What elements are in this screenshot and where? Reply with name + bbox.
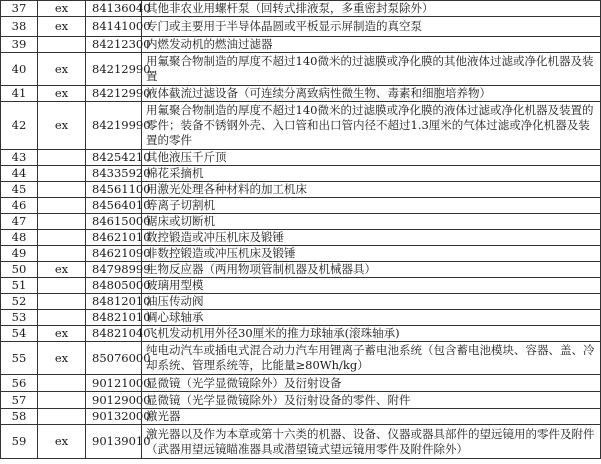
item-description: 其他非农业用螺杆泵（回转式排液泵，多重密封泵除外）	[142, 1, 601, 17]
item-description: 数控锻造或冲压机床及锻锤	[142, 230, 601, 246]
row-number: 52	[1, 294, 38, 310]
ex-marker: ex	[38, 326, 86, 342]
ex-marker	[38, 392, 86, 409]
table-row	[1, 230, 601, 246]
table-body	[1, 1, 601, 459]
table-row	[1, 425, 601, 459]
ex-marker: ex	[38, 17, 86, 37]
row-number: 53	[1, 310, 38, 326]
row-number: 48	[1, 230, 38, 246]
hs-code: 84821040	[86, 326, 142, 342]
hs-code: 85076000	[86, 342, 142, 375]
ex-marker	[38, 310, 86, 326]
hs-code: 90129000	[86, 392, 142, 409]
item-description: 纯电动汽车或插电式混合动力汽车用锂离子蓄电池系统（包含蓄电池模块、容器、盖、冷却系统、管理系统等，比能量≥80Wh/kg）	[142, 342, 601, 375]
row-number: 38	[1, 17, 38, 37]
table-row	[1, 342, 601, 375]
item-description: 用氟聚合物制造的厚度不超过140微米的过滤膜或净化膜的其他液体过滤或净化机器及装置	[142, 53, 601, 86]
table-row	[1, 86, 601, 102]
item-description: 液体截流过滤设备（可连续分离致病性微生物、毒素和细胞培养物）	[142, 86, 601, 102]
hs-code: 84812010	[86, 294, 142, 310]
table-row	[1, 37, 601, 53]
ex-marker	[38, 214, 86, 230]
table-row	[1, 246, 601, 262]
hs-code: 84212990	[86, 53, 142, 86]
item-description: 用氟聚合物制造的厚度不超过140微米的过滤膜或净化膜的液体过滤或净化机器及装置的零件；装备不锈钢外壳、入口管和出口管内径不超过1.3厘米的气体过滤或净化机器及装置的零件	[142, 102, 601, 150]
ex-marker	[38, 294, 86, 310]
item-description: 玻璃用型模	[142, 278, 601, 294]
item-description: 等离子切割机	[142, 198, 601, 214]
ex-marker	[38, 246, 86, 262]
table-row	[1, 294, 601, 310]
table-row	[1, 409, 601, 425]
hs-code: 84564010	[86, 198, 142, 214]
table-row	[1, 310, 601, 326]
hs-code: 90132000	[86, 409, 142, 425]
ex-marker: ex	[38, 86, 86, 102]
hs-code: 84798999	[86, 262, 142, 278]
table-row	[1, 182, 601, 198]
hs-code: 84219990	[86, 102, 142, 150]
row-number: 54	[1, 326, 38, 342]
hs-code: 90121000	[86, 375, 142, 392]
table-row	[1, 102, 601, 150]
ex-marker	[38, 198, 86, 214]
item-description: 非数控锻造或冲压机床及锻锤	[142, 246, 601, 262]
ex-marker	[38, 278, 86, 294]
row-number: 57	[1, 392, 38, 409]
hs-code: 84212990	[86, 86, 142, 102]
hs-code: 84254210	[86, 150, 142, 166]
ex-marker	[38, 166, 86, 182]
ex-marker	[38, 37, 86, 53]
item-description: 显微镜（光学显微镜除外）及衍射设备	[142, 375, 601, 392]
table-row	[1, 262, 601, 278]
ex-marker	[38, 150, 86, 166]
table-row	[1, 1, 601, 17]
item-description: 飞机发动机用外径30厘米的推力球轴承(滚珠轴承)	[142, 326, 601, 342]
row-number: 40	[1, 53, 38, 86]
hs-code: 84136040	[86, 1, 142, 17]
table-row	[1, 375, 601, 392]
item-description: 激光器以及作为本章或第十六类的机器、设备、仪器或器具部件的望远镜用的零件及附件（武器用望远镜瞄准器具或潜望镜式望远镜用零件及附件除外）	[142, 425, 601, 459]
hs-code: 84805000	[86, 278, 142, 294]
row-number: 43	[1, 150, 38, 166]
item-description: 棉花采摘机	[142, 166, 601, 182]
row-number: 47	[1, 214, 38, 230]
item-description: 调心球轴承	[142, 310, 601, 326]
row-number: 55	[1, 342, 38, 375]
ex-marker: ex	[38, 262, 86, 278]
row-number: 46	[1, 198, 38, 214]
ex-marker	[38, 409, 86, 425]
table-row	[1, 53, 601, 86]
hs-code: 84621090	[86, 246, 142, 262]
item-description: 油压传动阀	[142, 294, 601, 310]
ex-marker: ex	[38, 102, 86, 150]
hs-code: 84821010	[86, 310, 142, 326]
ex-marker	[38, 375, 86, 392]
row-number: 41	[1, 86, 38, 102]
item-description: 显微镜（光学显微镜除外）及衍射设备的零件、附件	[142, 392, 601, 409]
table-row	[1, 392, 601, 409]
table-row	[1, 150, 601, 166]
item-description: 其他液压千斤顶	[142, 150, 601, 166]
ex-marker: ex	[38, 342, 86, 375]
table-row	[1, 326, 601, 342]
table-row	[1, 17, 601, 37]
ex-marker: ex	[38, 53, 86, 86]
row-number: 59	[1, 425, 38, 459]
item-description: 生物反应器（两用物项管制机器及机械器具）	[142, 262, 601, 278]
row-number: 37	[1, 1, 38, 17]
row-number: 45	[1, 182, 38, 198]
item-description: 用激光处理各种材料的加工机床	[142, 182, 601, 198]
ex-marker: ex	[38, 425, 86, 459]
table-row	[1, 214, 601, 230]
hs-code: 90139010	[86, 425, 142, 459]
row-number: 56	[1, 375, 38, 392]
item-description: 锯床或切断机	[142, 214, 601, 230]
ex-marker	[38, 182, 86, 198]
hs-code: 84335920	[86, 166, 142, 182]
row-number: 39	[1, 37, 38, 53]
ex-marker: ex	[38, 1, 86, 17]
hs-code: 84561100	[86, 182, 142, 198]
row-number: 58	[1, 409, 38, 425]
table-row	[1, 166, 601, 182]
item-description: 内燃发动机的燃油过滤器	[142, 37, 601, 53]
item-description: 激光器	[142, 409, 601, 425]
row-number: 49	[1, 246, 38, 262]
table-row	[1, 198, 601, 214]
item-description: 专门或主要用于半导体晶圆或平板显示屏制造的真空泵	[142, 17, 601, 37]
hs-code: 84212300	[86, 37, 142, 53]
row-number: 50	[1, 262, 38, 278]
table-row	[1, 278, 601, 294]
ex-marker	[38, 230, 86, 246]
row-number: 51	[1, 278, 38, 294]
row-number: 44	[1, 166, 38, 182]
hs-code: 84615000	[86, 214, 142, 230]
hs-code: 84621010	[86, 230, 142, 246]
row-number: 42	[1, 102, 38, 150]
hs-code: 84141000	[86, 17, 142, 37]
